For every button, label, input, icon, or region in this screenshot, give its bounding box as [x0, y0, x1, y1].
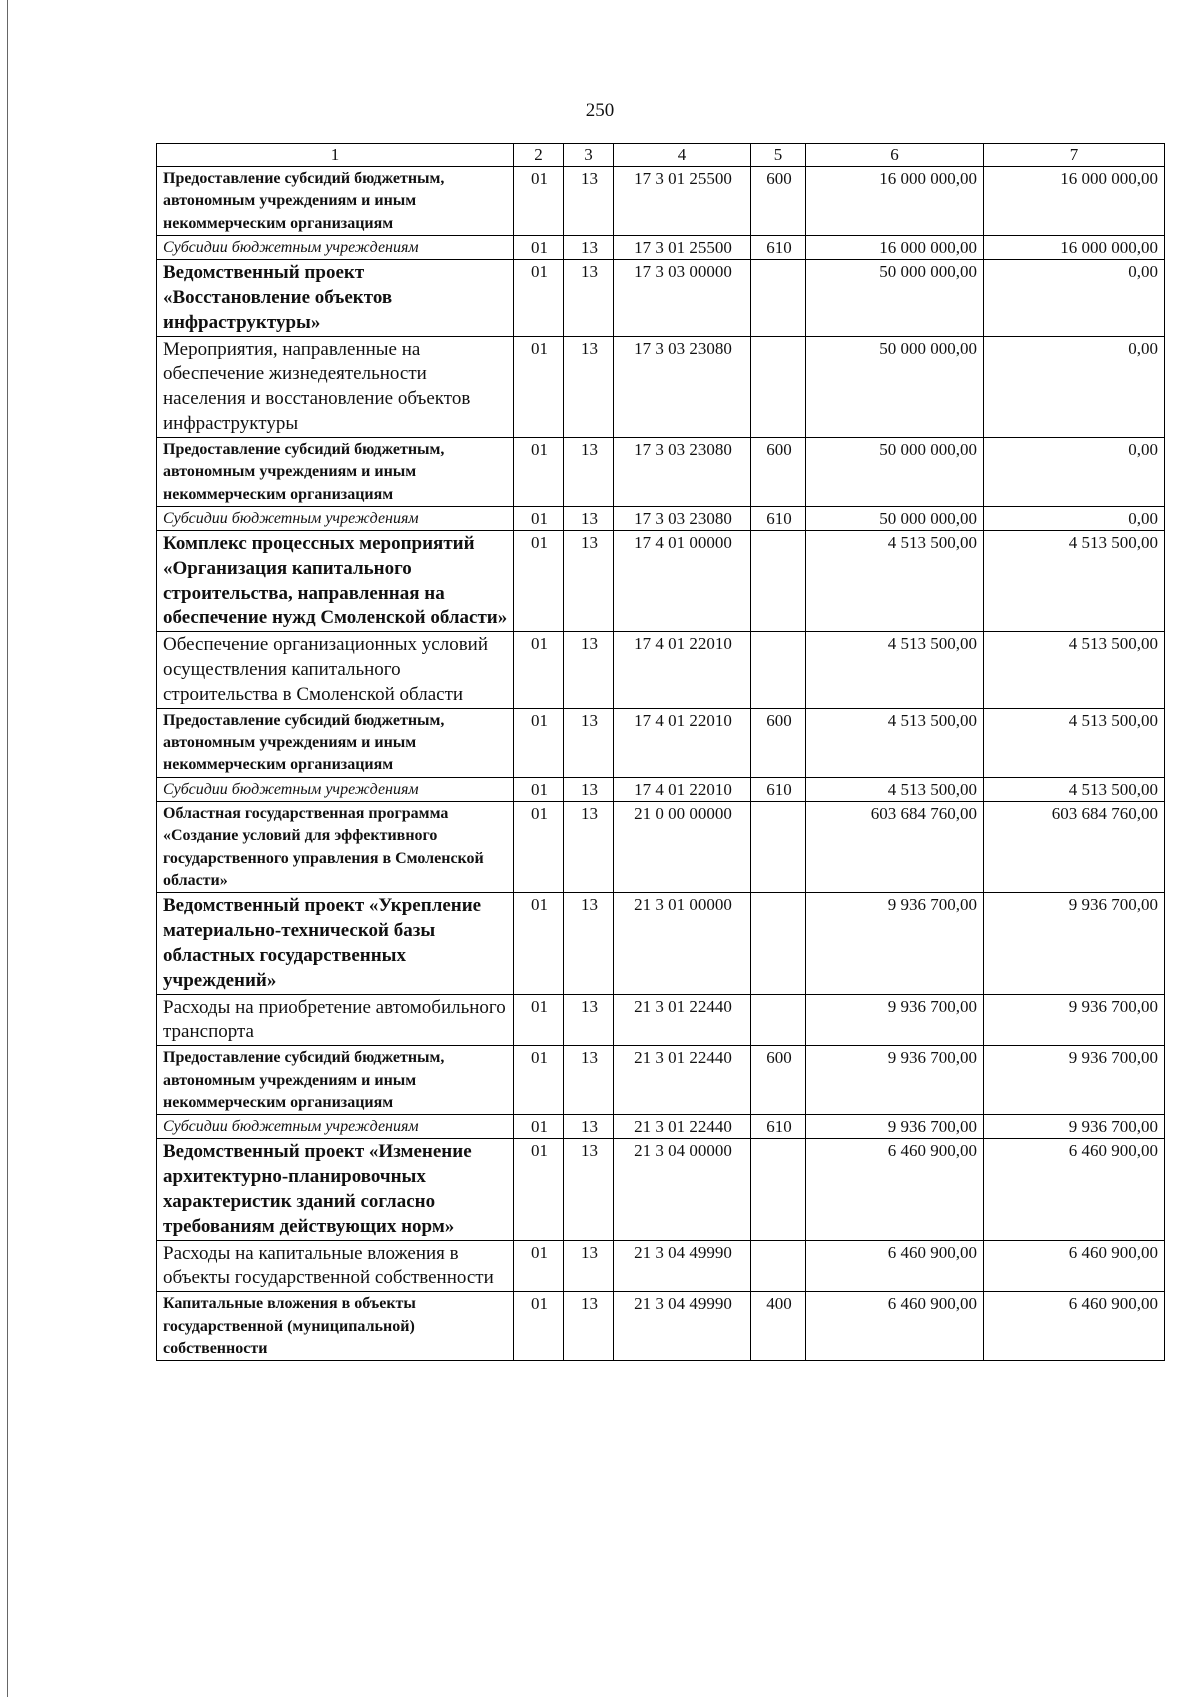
cell-amount-year-1: 50 000 000,00 — [806, 260, 984, 336]
cell-section: 01 — [514, 437, 564, 506]
table-row — [157, 531, 1165, 632]
table-row — [157, 260, 1165, 336]
cell-subsection: 13 — [564, 1292, 614, 1361]
cell-expense-type — [751, 1139, 806, 1240]
cell-expense-type: 600 — [751, 437, 806, 506]
page-number: 250 — [585, 100, 615, 121]
cell-name: Субсидии бюджетным учреждениям — [157, 507, 514, 531]
cell-expense-type — [751, 994, 806, 1046]
column-header: 3 — [564, 144, 614, 167]
column-header: 7 — [984, 144, 1165, 167]
cell-amount-year-1: 603 684 760,00 — [806, 801, 984, 893]
cell-name: Мероприятия, направленные на обеспечение жизнедеятельности населения и восстановление объектов инфраструктуры — [157, 336, 514, 437]
cell-target-article: 17 4 01 00000 — [614, 531, 751, 632]
cell-section: 01 — [514, 777, 564, 801]
cell-target-article: 17 3 03 23080 — [614, 437, 751, 506]
cell-amount-year-1: 6 460 900,00 — [806, 1292, 984, 1361]
cell-expense-type: 600 — [751, 708, 806, 777]
cell-amount-year-1: 6 460 900,00 — [806, 1139, 984, 1240]
cell-target-article: 17 4 01 22010 — [614, 777, 751, 801]
cell-target-article: 21 3 01 22440 — [614, 1115, 751, 1139]
cell-section: 01 — [514, 1240, 564, 1292]
cell-name: Субсидии бюджетным учреждениям — [157, 777, 514, 801]
cell-section: 01 — [514, 167, 564, 236]
cell-name: Расходы на приобретение автомобильного транспорта — [157, 994, 514, 1046]
cell-amount-year-2: 16 000 000,00 — [984, 167, 1165, 236]
cell-expense-type: 610 — [751, 236, 806, 260]
cell-subsection: 13 — [564, 893, 614, 994]
cell-amount-year-1: 9 936 700,00 — [806, 1115, 984, 1139]
cell-subsection: 13 — [564, 1139, 614, 1240]
cell-section: 01 — [514, 1292, 564, 1361]
table-row — [157, 632, 1165, 708]
cell-expense-type — [751, 260, 806, 336]
cell-amount-year-1: 9 936 700,00 — [806, 994, 984, 1046]
cell-name: Областная государственная программа «Создание условий для эффективного государственного управления в Смоленской области» — [157, 801, 514, 893]
column-header: 2 — [514, 144, 564, 167]
cell-target-article: 17 3 03 23080 — [614, 507, 751, 531]
cell-subsection: 13 — [564, 1240, 614, 1292]
table-row — [157, 1240, 1165, 1292]
table-row — [157, 1046, 1165, 1115]
cell-amount-year-2: 603 684 760,00 — [984, 801, 1165, 893]
cell-subsection: 13 — [564, 994, 614, 1046]
table-row — [157, 1292, 1165, 1361]
cell-name: Расходы на капитальные вложения в объекты государственной собственности — [157, 1240, 514, 1292]
cell-amount-year-1: 4 513 500,00 — [806, 531, 984, 632]
cell-name: Капитальные вложения в объекты государственной (муниципальной) собственности — [157, 1292, 514, 1361]
table-row — [157, 1115, 1165, 1139]
cell-amount-year-2: 9 936 700,00 — [984, 1115, 1165, 1139]
cell-expense-type: 610 — [751, 507, 806, 531]
cell-amount-year-1: 4 513 500,00 — [806, 632, 984, 708]
cell-expense-type: 610 — [751, 777, 806, 801]
cell-subsection: 13 — [564, 260, 614, 336]
cell-target-article: 21 3 04 49990 — [614, 1292, 751, 1361]
cell-amount-year-1: 6 460 900,00 — [806, 1240, 984, 1292]
cell-subsection: 13 — [564, 1046, 614, 1115]
cell-name: Обеспечение организационных условий осуществления капитального строительства в Смоленской области — [157, 632, 514, 708]
cell-amount-year-2: 0,00 — [984, 437, 1165, 506]
cell-expense-type: 610 — [751, 1115, 806, 1139]
cell-subsection: 13 — [564, 632, 614, 708]
cell-section: 01 — [514, 236, 564, 260]
cell-target-article: 17 3 01 25500 — [614, 167, 751, 236]
cell-name: Предоставление субсидий бюджетным, автономным учреждениям и иным некоммерческим организациям — [157, 1046, 514, 1115]
cell-section: 01 — [514, 336, 564, 437]
cell-section: 01 — [514, 708, 564, 777]
table-row — [157, 893, 1165, 994]
cell-amount-year-2: 16 000 000,00 — [984, 236, 1165, 260]
cell-expense-type — [751, 893, 806, 994]
header-row — [157, 144, 1165, 167]
cell-name: Предоставление субсидий бюджетным, автономным учреждениям и иным некоммерческим организациям — [157, 167, 514, 236]
cell-amount-year-1: 9 936 700,00 — [806, 1046, 984, 1115]
cell-section: 01 — [514, 507, 564, 531]
cell-amount-year-2: 4 513 500,00 — [984, 531, 1165, 632]
cell-amount-year-2: 6 460 900,00 — [984, 1240, 1165, 1292]
cell-expense-type — [751, 632, 806, 708]
cell-subsection: 13 — [564, 437, 614, 506]
cell-target-article: 21 0 00 00000 — [614, 801, 751, 893]
cell-amount-year-1: 4 513 500,00 — [806, 708, 984, 777]
cell-subsection: 13 — [564, 801, 614, 893]
cell-section: 01 — [514, 1139, 564, 1240]
cell-amount-year-2: 9 936 700,00 — [984, 1046, 1165, 1115]
table-row — [157, 507, 1165, 531]
table-row — [157, 1139, 1165, 1240]
cell-section: 01 — [514, 632, 564, 708]
column-header: 5 — [751, 144, 806, 167]
cell-subsection: 13 — [564, 507, 614, 531]
cell-target-article: 17 3 03 00000 — [614, 260, 751, 336]
cell-amount-year-2: 9 936 700,00 — [984, 994, 1165, 1046]
table-row — [157, 167, 1165, 236]
cell-subsection: 13 — [564, 708, 614, 777]
cell-subsection: 13 — [564, 167, 614, 236]
scan-edge-line — [7, 0, 8, 1697]
table-row — [157, 236, 1165, 260]
cell-expense-type — [751, 801, 806, 893]
cell-name: Предоставление субсидий бюджетным, автономным учреждениям и иным некоммерческим организациям — [157, 708, 514, 777]
cell-target-article: 21 3 04 49990 — [614, 1240, 751, 1292]
cell-amount-year-1: 50 000 000,00 — [806, 336, 984, 437]
cell-target-article: 17 4 01 22010 — [614, 632, 751, 708]
cell-amount-year-1: 50 000 000,00 — [806, 437, 984, 506]
cell-section: 01 — [514, 260, 564, 336]
cell-target-article: 21 3 01 00000 — [614, 893, 751, 994]
cell-amount-year-2: 4 513 500,00 — [984, 777, 1165, 801]
cell-subsection: 13 — [564, 1115, 614, 1139]
cell-amount-year-1: 4 513 500,00 — [806, 777, 984, 801]
column-header: 1 — [157, 144, 514, 167]
column-header: 4 — [614, 144, 751, 167]
cell-amount-year-2: 0,00 — [984, 507, 1165, 531]
cell-subsection: 13 — [564, 336, 614, 437]
cell-section: 01 — [514, 994, 564, 1046]
cell-target-article: 17 3 01 25500 — [614, 236, 751, 260]
table-row — [157, 336, 1165, 437]
cell-amount-year-1: 9 936 700,00 — [806, 893, 984, 994]
cell-amount-year-2: 9 936 700,00 — [984, 893, 1165, 994]
cell-amount-year-1: 50 000 000,00 — [806, 507, 984, 531]
cell-section: 01 — [514, 801, 564, 893]
cell-target-article: 21 3 04 00000 — [614, 1139, 751, 1240]
cell-expense-type — [751, 336, 806, 437]
cell-section: 01 — [514, 1046, 564, 1115]
cell-target-article: 17 4 01 22010 — [614, 708, 751, 777]
cell-amount-year-2: 0,00 — [984, 260, 1165, 336]
cell-section: 01 — [514, 893, 564, 994]
cell-expense-type: 400 — [751, 1292, 806, 1361]
cell-amount-year-1: 16 000 000,00 — [806, 236, 984, 260]
cell-subsection: 13 — [564, 777, 614, 801]
cell-amount-year-2: 4 513 500,00 — [984, 632, 1165, 708]
cell-name: Предоставление субсидий бюджетным, автономным учреждениям и иным некоммерческим организациям — [157, 437, 514, 506]
cell-expense-type: 600 — [751, 167, 806, 236]
cell-name: Субсидии бюджетным учреждениям — [157, 236, 514, 260]
table-row — [157, 994, 1165, 1046]
cell-name: Ведомственный проект «Укрепление материально-технической базы областных государственных учреждений» — [157, 893, 514, 994]
cell-expense-type: 600 — [751, 1046, 806, 1115]
cell-target-article: 17 3 03 23080 — [614, 336, 751, 437]
cell-name: Субсидии бюджетным учреждениям — [157, 1115, 514, 1139]
cell-target-article: 21 3 01 22440 — [614, 1046, 751, 1115]
budget-table — [156, 143, 1165, 1361]
cell-subsection: 13 — [564, 236, 614, 260]
cell-amount-year-2: 4 513 500,00 — [984, 708, 1165, 777]
cell-name: Комплекс процессных мероприятий «Организация капитального строительства, направленная на обеспечение нужд Смоленской области» — [157, 531, 514, 632]
cell-amount-year-1: 16 000 000,00 — [806, 167, 984, 236]
table-row — [157, 437, 1165, 506]
cell-amount-year-2: 6 460 900,00 — [984, 1139, 1165, 1240]
cell-section: 01 — [514, 531, 564, 632]
cell-subsection: 13 — [564, 531, 614, 632]
cell-section: 01 — [514, 1115, 564, 1139]
cell-amount-year-2: 6 460 900,00 — [984, 1292, 1165, 1361]
table-row — [157, 801, 1165, 893]
table-row — [157, 777, 1165, 801]
cell-expense-type — [751, 1240, 806, 1292]
column-header: 6 — [806, 144, 984, 167]
table-row — [157, 708, 1165, 777]
cell-expense-type — [751, 531, 806, 632]
cell-name: Ведомственный проект «Восстановление объектов инфраструктуры» — [157, 260, 514, 336]
cell-name: Ведомственный проект «Изменение архитектурно-планировочных характеристик зданий согласно требованиям действующих норм» — [157, 1139, 514, 1240]
cell-amount-year-2: 0,00 — [984, 336, 1165, 437]
cell-target-article: 21 3 01 22440 — [614, 994, 751, 1046]
